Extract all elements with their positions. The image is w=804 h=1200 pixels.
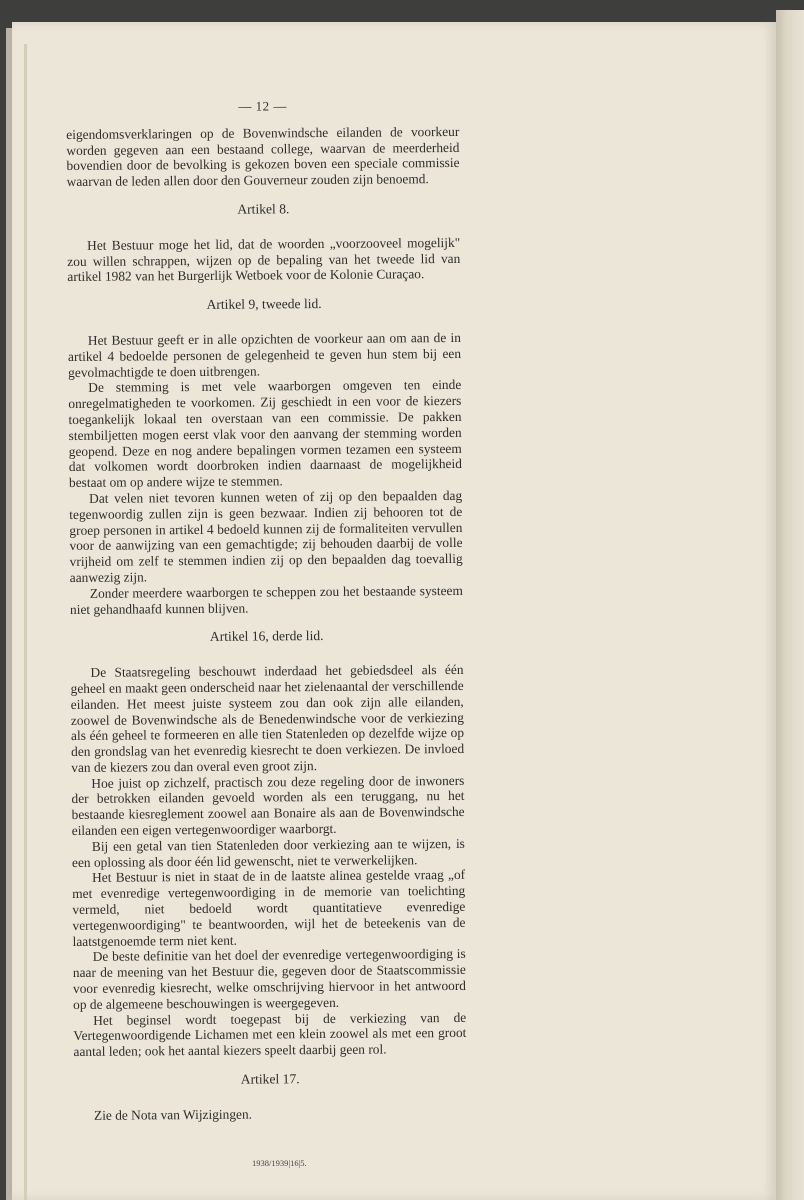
paragraph: Zie de Nota van Wijzigingen. (93, 1106, 253, 1123)
paragraph: Dat velen niet tevoren kunnen weten of zij op den bepaalden dag tegenwoordig zullen zijn is geen bezwaar. Indien zij behooren tot de groep personen in artikel 4 bedoeld kunnen zij de formaliteiten vervullen voor de aanwijzing van een gemachtigde; zij behouden daarbij de volle vrijheid om zelf te stemmen indien zij op den bepaalden dag toevallig aanwezig zijn. (69, 487, 463, 585)
paragraph: eigendomsverklaringen op de Bovenwindsche eilanden de voorkeur worden gegeven aan een bestaand college, waarvan de meerderheid bovendien door de bevolking is gekozen boven een speciale commissie waarvan de leden allen door den Gouverneur zouden zijn benoemd. (66, 123, 460, 190)
page-number: — 12 — (238, 98, 287, 114)
next-page-edge (776, 10, 804, 1200)
paragraph: Het Bestuur moge het lid, dat de woorden „voorzooveel mogelijk" zou willen schrappen, wijzen op de bepaling van het tweede lid van artikel 1982 van het Burgerlijk Wetboek voor de Kolonie Curaçao. (67, 234, 461, 285)
paragraph: Het Bestuur geeft er in alle opzichten de voorkeur aan om aan de in artikel 4 bedoelde personen de gelegenheid te geven hun stem bij een gevolmachtigde te doen uitbrengen. (67, 329, 462, 380)
print-code: 1938/1939|16|5. (252, 1158, 307, 1168)
paragraph: Het beginsel wordt toegepast bij de verkiezing van de Vertegenwoordigende Lichamen met een klein zoowel als met een groot aantal leden; ook het aantal kiezers speelt daarbij geen rol. (73, 1009, 467, 1060)
paragraph: Zonder meerdere waarborgen te scheppen zou het bestaande systeem niet gehandhaafd kunnen blijven. (69, 582, 463, 617)
paragraph: De beste definitie van het doel der evenredige vertegenwoordiging is naar de meening van het Bestuur die, gegeven door de Staatscommissie voor evenredig kiesrecht, welke omschrijving hiervoor in het antwoord op de algemeene beschouwingen is weergegeven. (72, 946, 467, 1012)
section-heading: Artikel 16, derde lid. (209, 628, 324, 645)
paragraph: Het Bestuur is niet in staat de in de laatste alinea gestelde vraag „of met evenredige vertegenwoordiging in de memorie van toelichting vermeld, niet bedoeld wordt quantitatieve evenredige vertegenwoordiging" te beantwoorden, wijl het de beteekenis van de laatstgenoemde term niet kent. (72, 867, 466, 949)
binding-edge (24, 44, 27, 1200)
section-heading: Artikel 8. (237, 201, 290, 217)
paragraph: De stemming is met vele waarborgen omgeven ten einde onregelmatigheden te voorkomen. Zij geschiedt in een voor de kiezers toegankelijk lokaal ten overstaan van een commissie. De pakken stembiljetten mogen eerst vlak voor den aanvang der stemming worden geopend. Deze en nog andere bepalingen vormen tezamen een systeem dat volkomen wordt doorbroken indien daarnaast de mogelijkheid bestaat om op andere wijze te stemmen. (68, 377, 462, 491)
section-heading: Artikel 17. (240, 1071, 300, 1087)
paragraph: Hoe juist op zichzelf, practisch zou deze regeling door de inwoners der betrokken eilanden gevoeld worden als een teruggang, nu het bestaande kiesreglement zoowel aan Bonaire als aan de Bovenwindsche eilanden een eigen vertegenwoordiger waarborgt. (71, 772, 465, 839)
paragraph: De Staatsregeling beschouwt inderdaad het gebiedsdeel als één geheel en maakt geen onderscheid naar het zielenaantal der verschillende eilanden. Het meest juiste systeem zou dan ook zijn alle eilanden, zoowel de Bovenwindsche als de Benedenwindsche voor de verkiezing als één geheel te formeeren en alle tien Statenleden op dezelfde wijze op den grondslag van het evenredig kiesrecht te doen verkiezen. De invloed van de kiezers zou dan overal even groot zijn. (70, 662, 465, 775)
page-text-column (66, 97, 467, 1124)
section-heading: Artikel 9, tweede lid. (206, 296, 322, 313)
paragraph: Bij een getal van tien Statenleden door verkiezing aan te wijzen, is een oplossing als door één lid gewenscht, niet te verwerkelijken. (71, 835, 465, 870)
